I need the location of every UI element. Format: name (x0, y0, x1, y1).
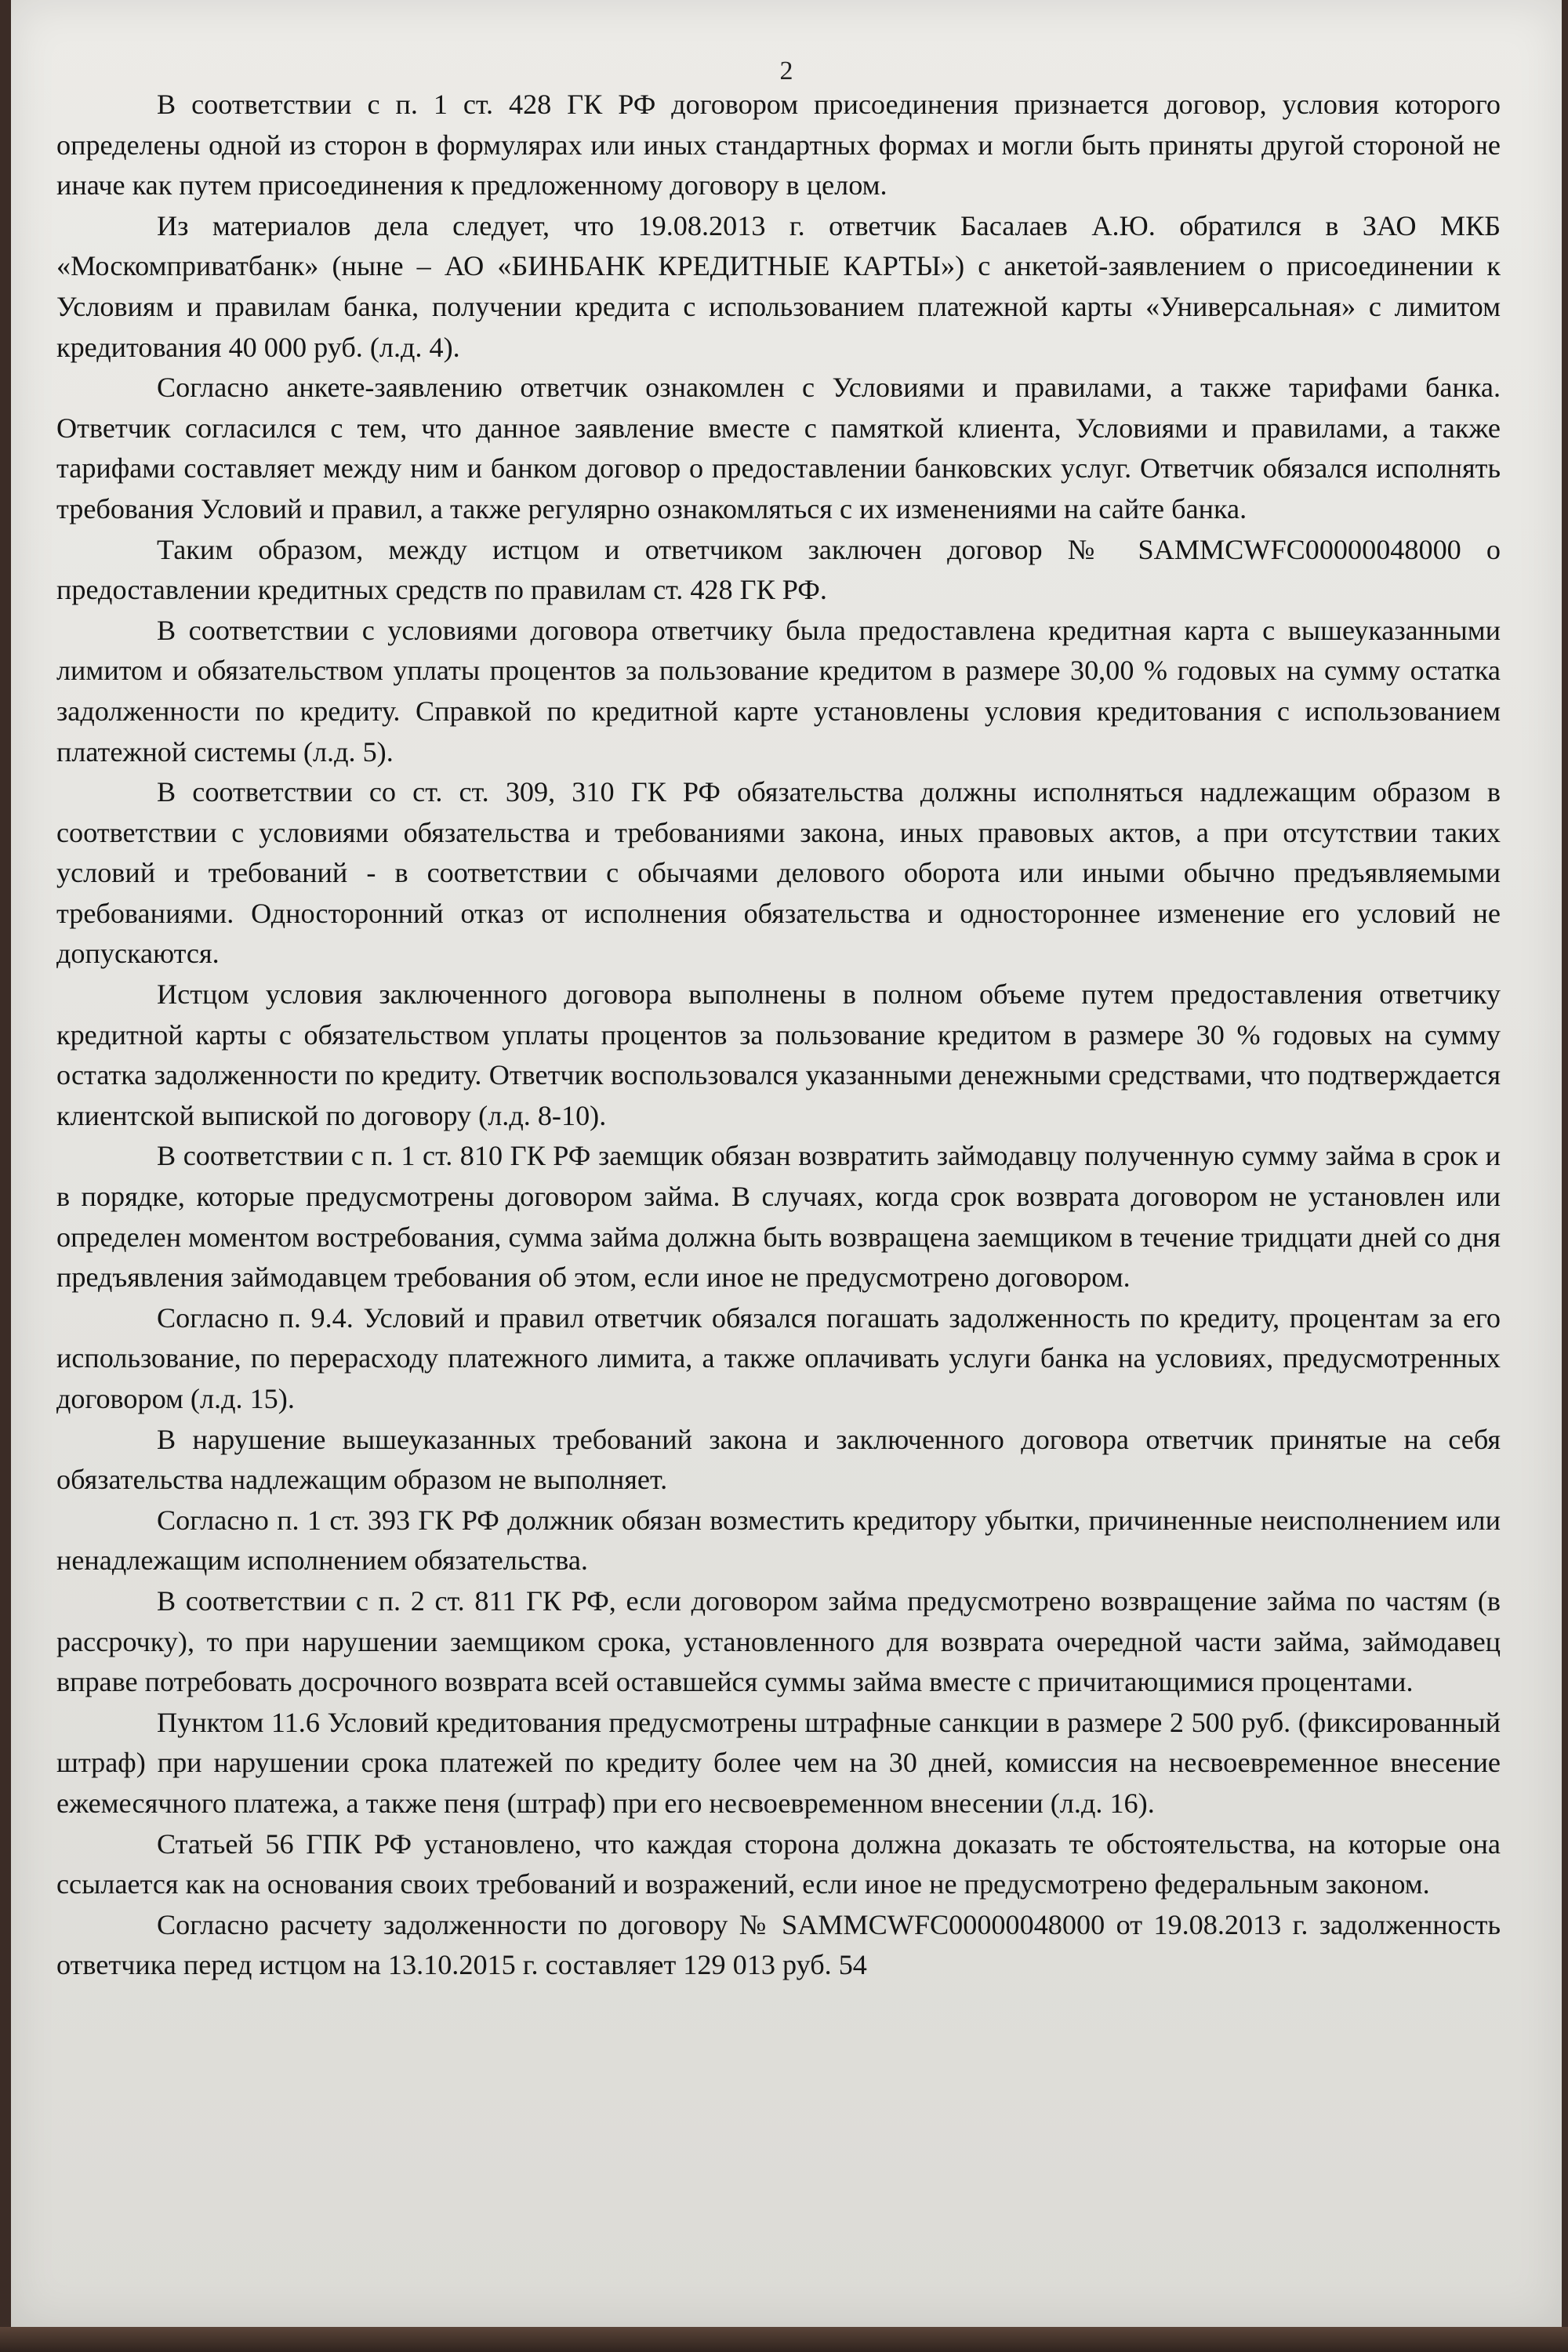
paragraph: В соответствии с п. 1 ст. 810 ГК РФ заемщик обязан возвратить займодавцу полученную сумму займа в срок и в порядке, которые предусмотрены договором займа. В случаях, когда срок возврата договором не установлен или определен моментом востребования, сумма займа должна быть возвращена заемщиком в течение тридцати дней со дня предъявления займодавцем требования об этом, если иное не предусмотрено договором. (56, 1140, 1501, 1294)
paragraph: В нарушение вышеуказанных требований закона и заключенного договора ответчик принятые на себя обязательства надлежащим образом не выполняет. (56, 1423, 1501, 1496)
paragraph: Таким образом, между истцом и ответчиком заключен договор № SAMMCWFC00000048000 о предоставлении кредитных средств по правилам ст. 428 ГК РФ. (56, 533, 1501, 606)
paragraph: Согласно анкете-заявлению ответчик ознакомлен с Условиями и правилами, а также тарифами банка. Ответчик согласился с тем, что данное заявление вместе с памяткой клиента, Условиями и правилами, а также тарифами составляет между ним и банком договор о предоставлении банковских услуг. Ответчик обязался исполнять требования Условий и правил, а также регулярно ознакомляться с их изменениями на сайте банка. (56, 372, 1501, 524)
paragraph: Из материалов дела следует, что 19.08.2013 г. ответчик Басалаев А.Ю. обратился в ЗАО МКБ «Москомприватбанк» (ныне – АО «БИНБАНК КРЕДИТНЫЕ КАРТЫ») с анкетой-заявлением о присоединении к Условиям и правилам банка, получении кредита с использованием платежной карты «Универсальная» с лимитом кредитования 40 000 руб. (л.д. 4). (56, 209, 1501, 363)
paragraph: Статьей 56 ГПК РФ установлено, что каждая сторона должна доказать те обстоятельства, на которые она ссылается как на основания своих требований и возражений, если иное не предусмотрено федеральным законом. (56, 1828, 1501, 1900)
paragraph: В соответствии с п. 1 ст. 428 ГК РФ договором присоединения признается договор, условия которого определены одной из сторон в формулярах или иных стандартных формах и могли быть приняты другой стороной не иначе как путем присоединения к предложенному договору в целом. (56, 89, 1501, 201)
paragraph: Истцом условия заключенного договора выполнены в полном объеме путем предоставления ответчику кредитной карты с обязательством уплаты процентов за пользование кредитом в размере 30 % годовых на сумму остатка задолженности по кредиту. Ответчик воспользовался указанными денежными средствами, что подтверждается клиентской выпиской по договору (л.д. 8-10). (56, 978, 1501, 1131)
paragraph: В соответствии с п. 2 ст. 811 ГК РФ, если договором займа предусмотрено возвращение займа по частям (в рассрочку), то при нарушении заемщиком срока, установленного для возврата очередной части займа, займодавец вправе потребовать досрочного возврата всей оставшейся суммы займа вместе с причитающимися процентами. (56, 1584, 1501, 1698)
paragraph: В соответствии со ст. ст. 309, 310 ГК РФ обязательства должны исполняться надлежащим образом в соответствии с условиями обязательства и требованиями закона, иных правовых актов, а при отсутствии таких условий и требований - в соответствии с обычаями делового оборота или иными обычно предъявляемыми требованиями. Односторонний отказ от исполнения обязательства и одностороннее изменение его условий не допускаются. (56, 776, 1501, 970)
page-number: 2 (779, 56, 793, 85)
document-page (11, 0, 1562, 2327)
paragraph: Пунктом 11.6 Условий кредитования предусмотрены штрафные санкции в размере 2 500 руб. (фиксированный штраф) при нарушении срока платежей по кредиту более чем на 30 дней, комиссия на несвоевременное внесение ежемесячного платежа, а также пеня (штраф) при его несвоевременном внесении (л.д. 16). (56, 1706, 1501, 1819)
document-body (56, 85, 1501, 1986)
paragraph: Согласно расчету задолженности по договору № SAMMCWFC00000048000 от 19.08.2013 г. задолженность ответчика перед истцом на 13.10.2015 г. составляет 129 013 руб. 54 (56, 1908, 1501, 1981)
paragraph: В соответствии с условиями договора ответчику была предоставлена кредитная карта с вышеуказанными лимитом и обязательством уплаты процентов за пользование кредитом в размере 30,00 % годовых на сумму остатка задолженности по кредиту. Справкой по кредитной карте установлены условия кредитования с использованием платежной системы (л.д. 5). (56, 614, 1501, 768)
paragraph: Согласно п. 9.4. Условий и правил ответчик обязался погашать задолженность по кредиту, процентам за его использование, по перерасходу платежного лимита, а также оплачивать услуги банка на условиях, предусмотренных договором (л.д. 15). (56, 1301, 1501, 1414)
desk-surface (0, 2327, 1568, 2352)
paragraph: Согласно п. 1 ст. 393 ГК РФ должник обязан возместить кредитору убытки, причиненные неисполнением или ненадлежащим исполнением обязательства. (56, 1504, 1501, 1577)
